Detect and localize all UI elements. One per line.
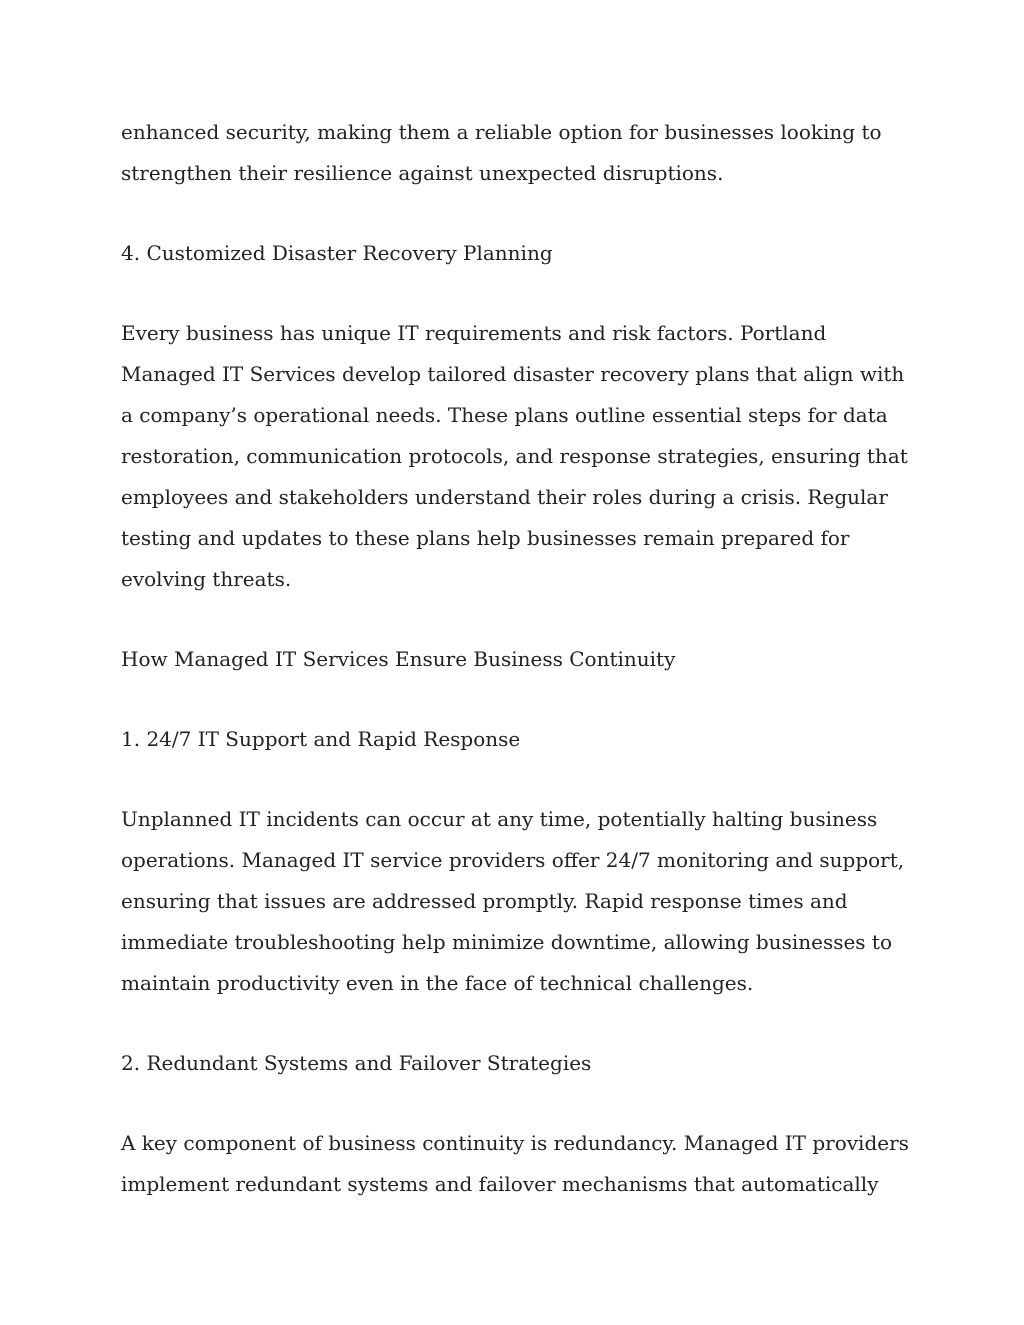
paragraph-it-support: Unplanned IT incidents can occur at any time, potentially halting business operations. Managed IT service providers offer 24/7 monitoring and support, ensuring that issues are addressed promptly. Rapid response times and immediate troubleshooting help minimize downtime, allowing businesses to maintain productivity even in the face of technical challenges. xyxy=(121,807,905,995)
subheading-it-support: 1. 24/7 IT Support and Rapid Response xyxy=(121,727,521,751)
paragraph-disaster-recovery: Every business has unique IT requirements and risk factors. Portland Managed IT Services develop tailored disaster recovery plans that align with a company’s operational needs. These plans outline essential steps for data restoration, communication protocols, and response strategies, ensuring that employees and stakeholders understand their roles during a crisis. Regular testing and updates to these plans help businesses remain prepared for evolving threats. xyxy=(121,321,908,591)
subheading-redundant-systems: 2. Redundant Systems and Failover Strategies xyxy=(121,1051,592,1075)
paragraph-continuation: enhanced security, making them a reliable option for businesses looking to strengthen their resilience against unexpected disruptions. xyxy=(121,120,882,185)
section-heading-disaster-recovery: 4. Customized Disaster Recovery Planning xyxy=(121,241,553,265)
document-body xyxy=(121,112,911,1244)
section-heading-business-continuity: How Managed IT Services Ensure Business Continuity xyxy=(121,647,676,671)
paragraph-redundant-systems: A key component of business continuity is redundancy. Managed IT providers implement redundant systems and failover mechanisms that automatically xyxy=(121,1131,909,1196)
